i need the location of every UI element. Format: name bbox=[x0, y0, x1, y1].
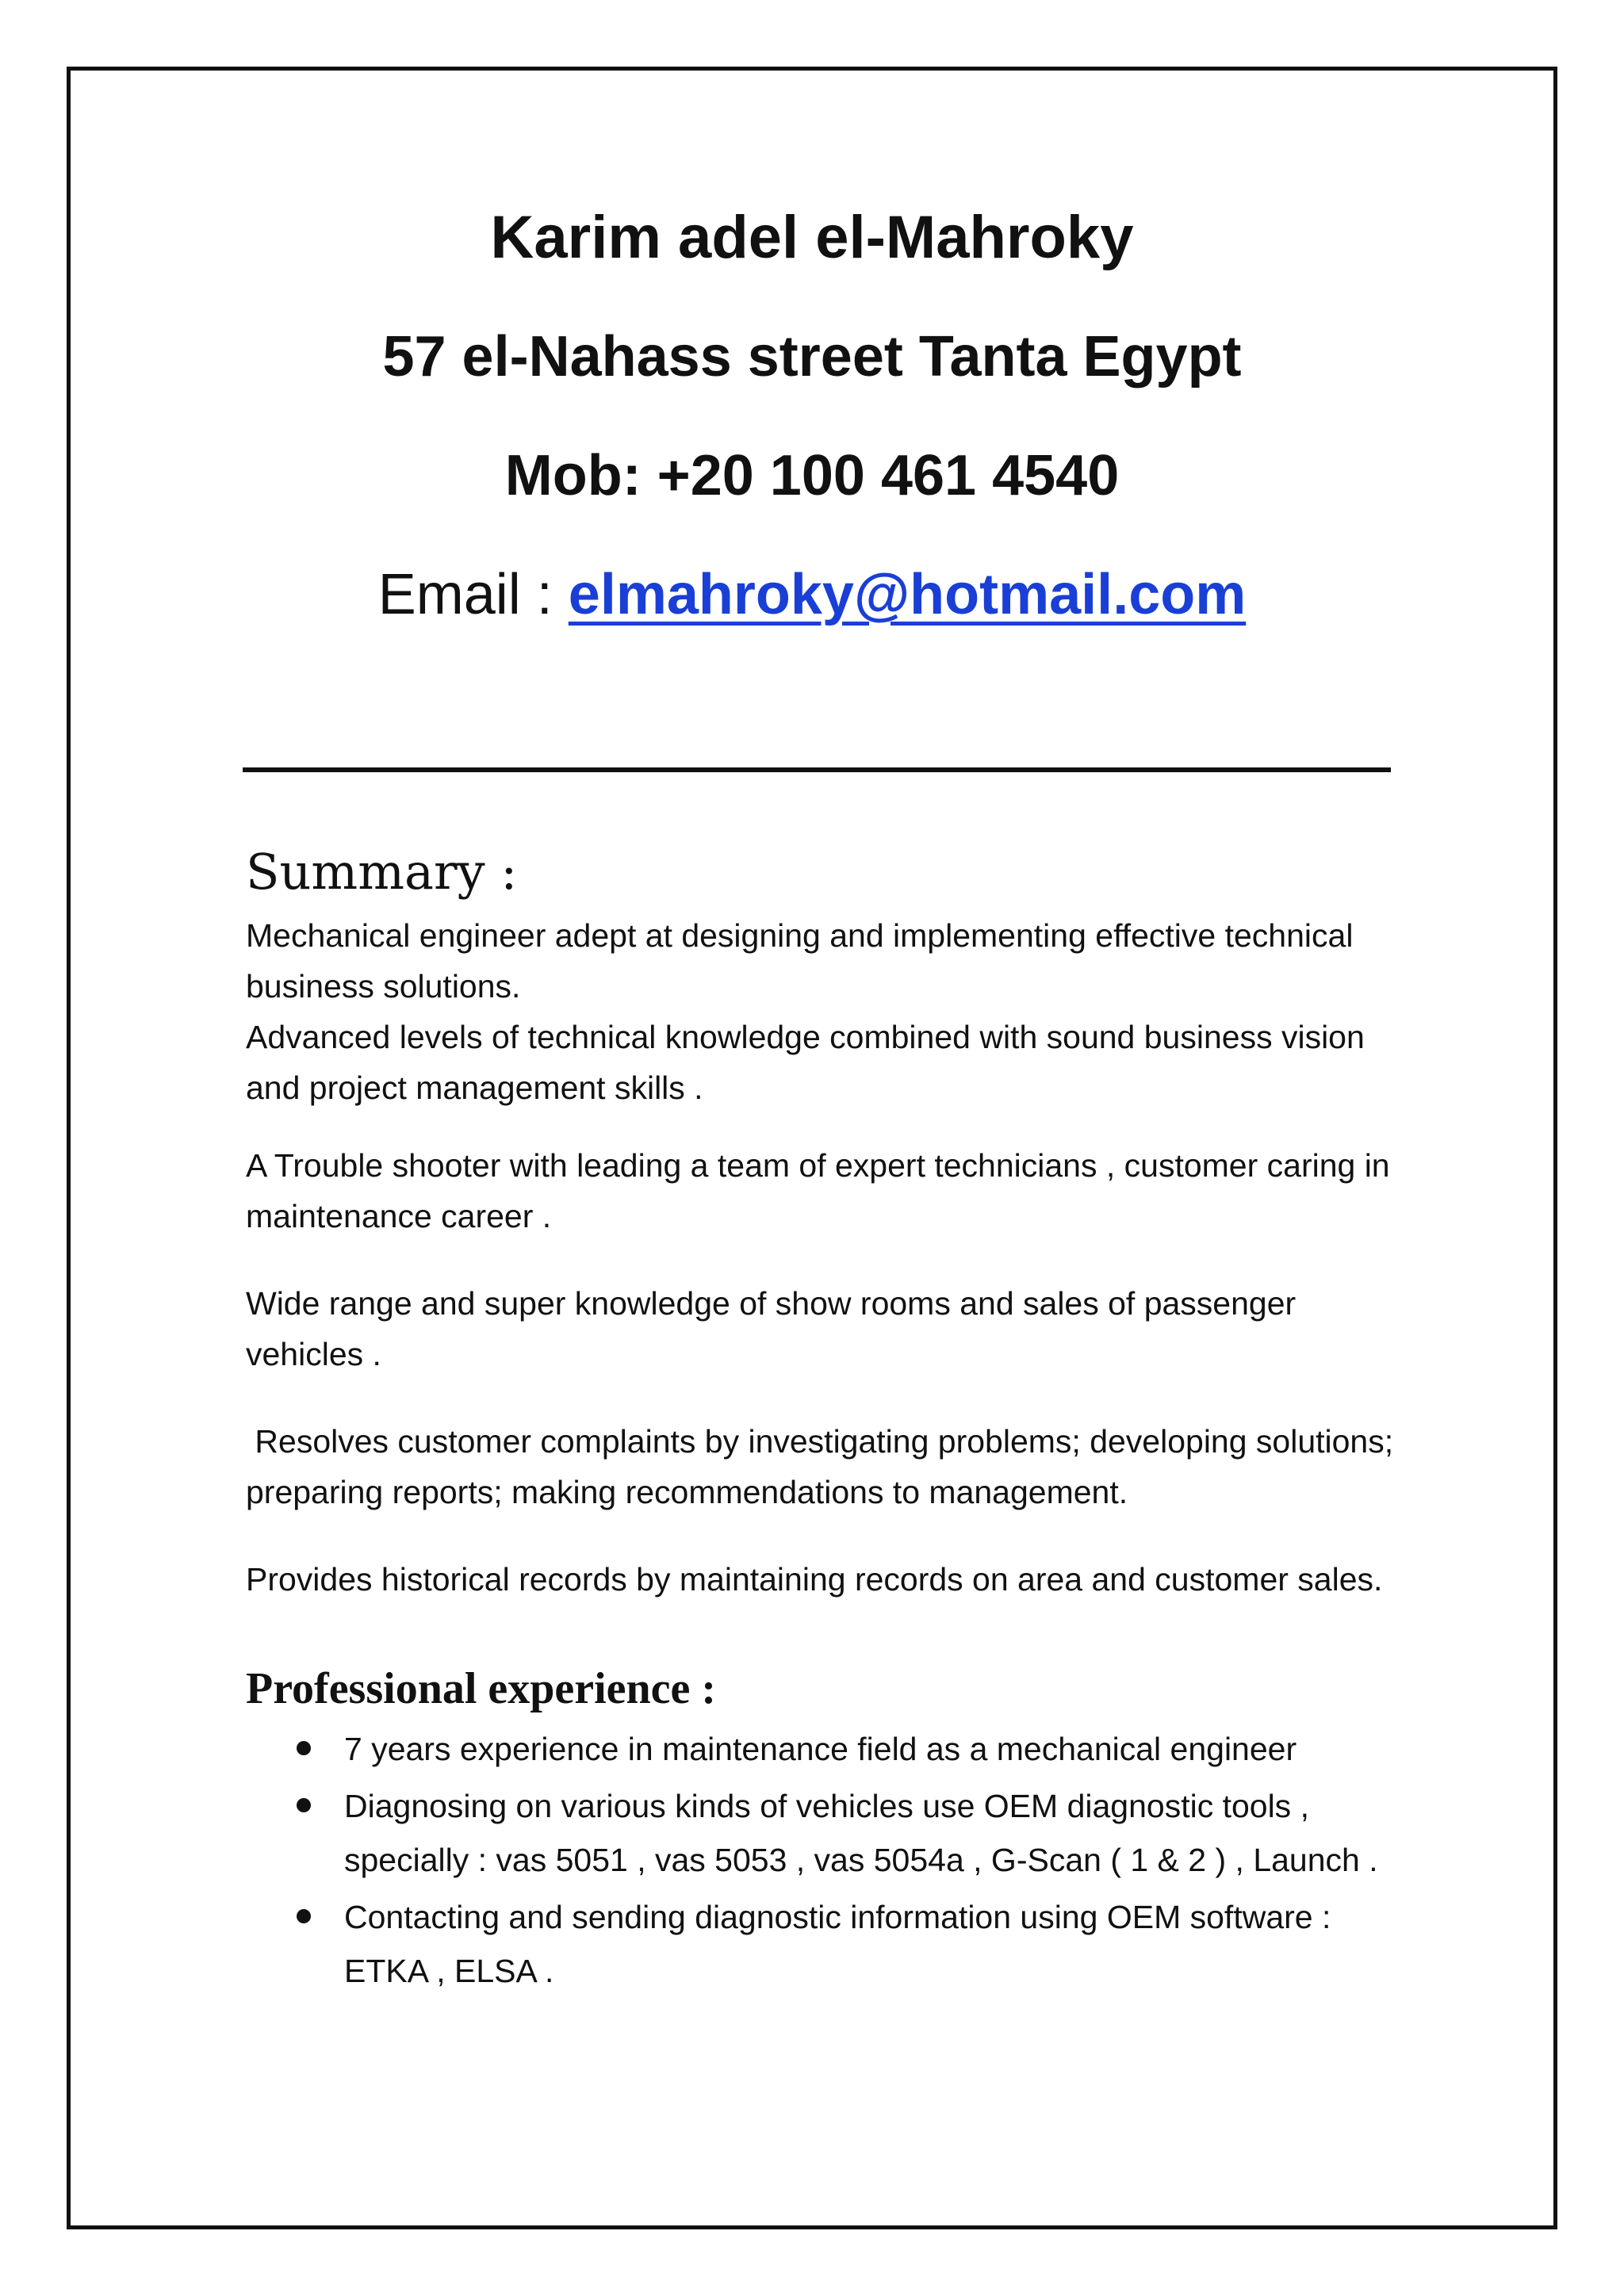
summary-heading: Summary : bbox=[246, 843, 518, 901]
summary-paragraph: Resolves customer complaints by investigating problems; developing solutions; preparing reports; making recommendations to management. bbox=[246, 1423, 1403, 1510]
header-divider bbox=[243, 767, 1391, 772]
experience-item-text: 7 years experience in maintenance field as a mechanical engineer bbox=[344, 1731, 1297, 1767]
summary-paragraph: Wide range and super knowledge of show rooms and sales of passenger vehicles . bbox=[246, 1285, 1297, 1372]
experience-item bbox=[246, 1779, 1396, 1887]
experience-item bbox=[246, 1890, 1396, 1998]
resume-body bbox=[246, 840, 1403, 2001]
summary-paragraph: Provides historical records by maintaining records on area and customer sales. bbox=[246, 1561, 1383, 1598]
bullet-icon bbox=[297, 1909, 311, 1923]
summary-paragraph: Advanced levels of technical knowledge combined with sound business vision and project management skills . bbox=[246, 1019, 1365, 1106]
bullet-icon bbox=[297, 1741, 311, 1755]
experience-item bbox=[246, 1722, 1396, 1776]
email-link[interactable]: elmahroky@hotmail.com bbox=[568, 563, 1247, 626]
experience-heading: Professional experience : bbox=[246, 1664, 717, 1713]
summary-paragraph: A Trouble shooter with leading a team of expert technicians , customer caring in maintenance career . bbox=[246, 1147, 1390, 1234]
experience-item-text: Contacting and sending diagnostic information using OEM software : ETKA , ELSA . bbox=[344, 1899, 1331, 1989]
candidate-email-line bbox=[67, 555, 1557, 634]
candidate-mobile: Mob: +20 100 461 4540 bbox=[504, 444, 1120, 507]
experience-list bbox=[246, 1722, 1396, 1998]
candidate-address: 57 el-Nahass street Tanta Egypt bbox=[382, 325, 1242, 388]
candidate-name: Karim adel el-Mahroky bbox=[490, 204, 1134, 271]
summary-paragraph: Mechanical engineer adept at designing and implementing effective technical business solutions. bbox=[246, 917, 1354, 1004]
bullet-icon bbox=[297, 1798, 311, 1812]
experience-item-text: Diagnosing on various kinds of vehicles use OEM diagnostic tools , specially : vas 5051 , vas 5053 , vas 5054a , G-Scan ( 1 & 2 ) , Launch . bbox=[344, 1788, 1378, 1878]
email-label: Email : bbox=[377, 563, 569, 626]
